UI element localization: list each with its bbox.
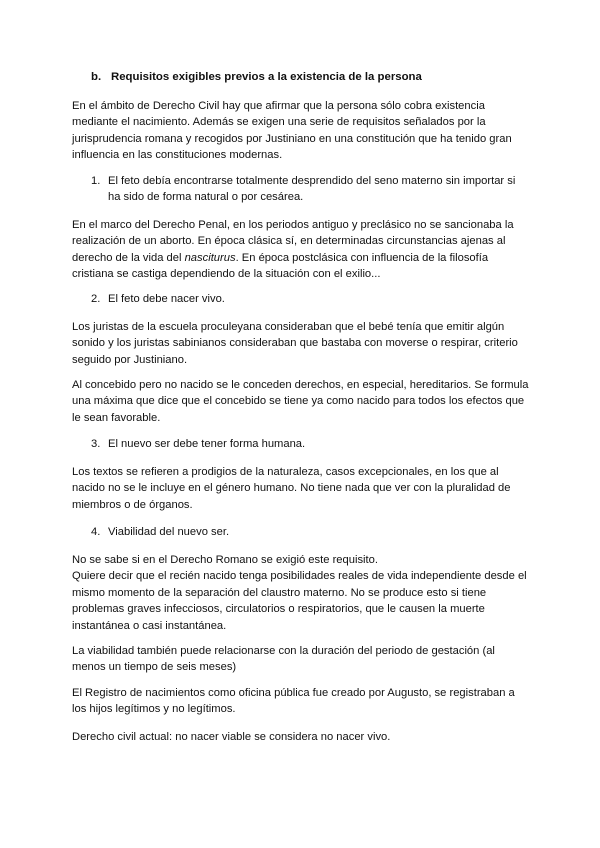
list-item-line: ha sido de forma natural o por cesárea. <box>108 191 304 204</box>
paragraph-line: menos un tiempo de seis meses) <box>72 661 237 674</box>
paragraph-line: nacido no se le incluye en el género humano. No tiene nada que ver con la pluralidad de <box>72 482 511 495</box>
paragraph-line: mismo momento de la separación del claustro materno. No se produce esto si tiene <box>72 586 487 599</box>
paragraph-line: una máxima que dice que el concebido se tiene ya como nacido para todos los efectos que <box>72 395 525 408</box>
requirement-item-4 <box>91 524 521 540</box>
section-title: Requisitos exigibles previos a la existencia de la persona <box>111 71 422 83</box>
list-number: 1. <box>91 175 101 187</box>
list-number: 4. <box>91 526 101 538</box>
list-item-line: Viabilidad del nuevo ser. <box>108 526 230 538</box>
requirement-item-3 <box>91 436 521 452</box>
list-item-line: El feto debía encontrarse totalmente desprendido del seno materno sin importar si <box>108 175 516 187</box>
italic-term: nasciturus <box>184 251 236 264</box>
list-item-text <box>108 524 521 540</box>
registry-paragraph <box>72 685 534 718</box>
viability-paragraph <box>72 552 534 634</box>
requirement-item-1 <box>91 173 521 206</box>
paragraph-line: jurisprudencia romana y recogidos por Justiniano en una constitución que ha tenido gran <box>72 132 512 145</box>
paragraph-line: seguido por Justiniano. <box>72 353 188 366</box>
conceived-paragraph <box>72 377 534 426</box>
intro-paragraph <box>72 98 534 164</box>
section-marker: b. <box>91 71 102 83</box>
list-number: 2. <box>91 293 101 305</box>
paragraph-line: influencia en las constituciones modernas. <box>72 149 283 162</box>
requirement-item-2 <box>91 291 521 307</box>
paragraph-line: mediante el nacimiento. Además se exigen una serie de requisitos señalados por la <box>72 116 486 129</box>
list-item-text <box>108 291 521 307</box>
paragraph-line: Los textos se refieren a prodigios de la naturaleza, casos excepcionales, en los que al <box>72 466 499 478</box>
paragraph-line: No se sabe si en el Derecho Romano se exigió este requisito. <box>72 554 378 566</box>
section-heading <box>91 69 422 85</box>
paragraph-line: En el marco del Derecho Penal, en los periodos antiguo y preclásico no se sancionaba la <box>72 219 514 231</box>
paragraph-line: cristiana se castiga dependiendo de la situación con el exilio... <box>72 268 381 281</box>
texts-paragraph <box>72 464 534 513</box>
paragraph-line: le sean favorable. <box>72 411 161 424</box>
paragraph-line: La viabilidad también puede relacionarse con la duración del periodo de gestación (al <box>72 645 495 657</box>
paragraph-line: miembros o de órganos. <box>72 498 193 511</box>
paragraph-line <box>72 250 534 266</box>
text-run: derecho de la vida del <box>72 251 185 264</box>
paragraph-line: Quiere decir que el recién nacido tenga posibilidades reales de vida independiente desde el <box>72 570 527 583</box>
list-item-text <box>108 173 521 206</box>
paragraph-line: sonido y los juristas sabinianos consideraban que bastaba con moverse o respirar, criterio <box>72 337 518 350</box>
list-item-text <box>108 436 521 452</box>
paragraph-line: Al concebido pero no nacido se le conceden derechos, en especial, hereditarios. Se formula <box>72 379 529 391</box>
text-run: . En época postclásica con influencia de la filosofía <box>235 251 489 264</box>
paragraph-line: En el ámbito de Derecho Civil hay que afirmar que la persona sólo cobra existencia <box>72 100 485 112</box>
gestation-paragraph <box>72 643 534 676</box>
current-law-paragraph <box>72 729 534 745</box>
paragraph-line: realización de un aborto. En época clásica sí, en determinadas circunstancias ajenas al <box>72 235 506 248</box>
list-item-line: El nuevo ser debe tener forma humana. <box>108 438 306 450</box>
paragraph-line: Derecho civil actual: no nacer viable se considera no nacer vivo. <box>72 731 391 743</box>
list-item-line: El feto debe nacer vivo. <box>108 293 225 305</box>
list-number: 3. <box>91 438 101 450</box>
paragraph-line: problemas graves infecciosos, circulatorios o respiratorios, que le causen la muerte <box>72 603 485 616</box>
schools-paragraph <box>72 319 534 368</box>
penal-law-paragraph <box>72 217 534 283</box>
paragraph-line: Los juristas de la escuela proculeyana consideraban que el bebé tenía que emitir algún <box>72 321 505 333</box>
paragraph-line: los hijos legítimos y no legítimos. <box>72 703 236 716</box>
paragraph-line: instantánea o casi instantánea. <box>72 619 227 632</box>
paragraph-line: El Registro de nacimientos como oficina pública fue creado por Augusto, se registraban a <box>72 687 515 699</box>
